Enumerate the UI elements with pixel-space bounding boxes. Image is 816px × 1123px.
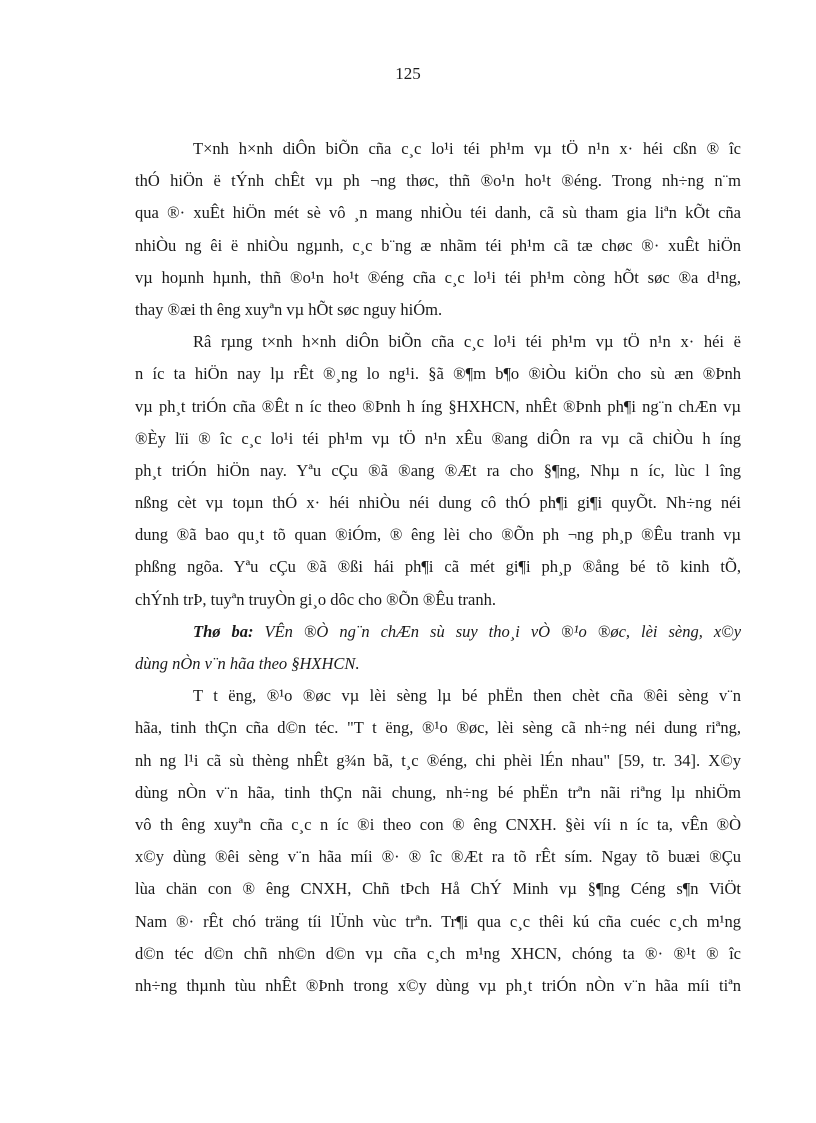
paragraph-2-line: ®Èy lïi ® îc c¸c lo¹i téi ph¹m vµ tÖ n¹n xÊu ®ang diÔn ra vµ cã chiÒu h íng [135, 428, 741, 448]
paragraph-1-line: nhiÒu ng êi ë nhiÒu ngµnh, c¸c b¨ng æ nhãm téi ph¹m cã tæ chøc ®· xuÊt hiÖn [135, 235, 741, 255]
paragraph-1-line: T×nh h×nh diÔn biÕn cña c¸c lo¹i téi ph¹m vµ tÖ n¹n x· héi cßn ® îc [193, 139, 741, 158]
paragraph-3-line: x©y dùng ®êi sèng v¨n hãa míi ®· ® îc ®Æt ra tõ rÊt sím. Ngay tõ buæi ®Çu [135, 847, 741, 867]
paragraph-3-line: vô th êng xuyªn cña c¸c n íc ®i theo con ® êng CNXH. §èi víi n íc ta, vÊn ®Ò [135, 814, 741, 834]
paragraph-2-line: nßng cèt vµ toµn thÓ x· héi nhiÒu néi dung cô thÓ ph¶i gi¶i quyÕt. Nh÷ng néi [135, 493, 741, 513]
paragraph-3-line: hãa, tinh thÇn cña d©n téc. "T t ëng, ®¹o ®øc, lèi sèng cã nh÷ng néi dung riªng, [135, 718, 741, 738]
section-heading-label: Thø ba: [193, 621, 254, 641]
paragraph-2-line: phßng ngõa. Yªu cÇu ®ã ®ßi hái ph¶i cã mét gi¶i ph¸p ®ång bé tõ kinh tÕ, [135, 557, 741, 577]
paragraph-3-line: nh ng l¹i cã sù thèng nhÊt g¾n bã, t¸c ®éng, chi phèi lÉn nhau" [59, tr. 34]. X©y [135, 750, 741, 770]
paragraph-2-line: ph¸t triÓn hiÖn nay. Yªu cÇu ®ã ®ang ®Æt ra cho §¶ng, Nhµ n íc, lùc l îng [135, 460, 741, 480]
paragraph-1-line: thÓ hiÖn ë tÝnh chÊt vµ ph ¬ng thøc, thñ ®o¹n ho¹t ®éng. Trong nh÷ng n¨m [135, 171, 741, 191]
paragraph-3-line: Nam ®· rÊt chó träng tíi lÜnh vùc trªn. Tr¶i qua c¸c thêi kú cña cuéc c¸ch m¹ng [135, 911, 741, 931]
paragraph-2-line: Râ rµng t×nh h×nh diÔn biÕn cña c¸c lo¹i téi ph¹m vµ tÖ n¹n x· héi ë [193, 332, 741, 352]
paragraph-2-line: n íc ta hiÖn nay lµ rÊt ®¸ng lo ng¹i. §ã ®¶m b¶o ®iÒu kiÖn cho sù æn ®Þnh [135, 364, 741, 384]
paragraph-3-line: T t ëng, ®¹o ®øc vµ lèi sèng lµ bé phËn then chèt cña ®êi sèng v¨n [193, 686, 741, 706]
page-number: 125 [395, 64, 421, 83]
paragraph-3-line: dùng nÒn v¨n hãa, tinh thÇn nãi chung, nh÷ng bé phËn trªn nãi riªng lµ nhiÖm [135, 782, 741, 802]
section-heading-continuation: dùng nÒn v¨n hãa theo §HXHCN. [135, 654, 360, 673]
paragraph-1-line: qua ®· xuÊt hiÖn mét sè vô ¸n mang nhiÒu téi danh, cã sù tham gia liªn kÕt cña [135, 203, 741, 223]
paragraph-2-line: chÝnh trÞ, tuyªn truyÒn gi¸o dôc cho ®Õn ®Êu tranh. [135, 589, 496, 609]
section-heading-text: VÊn ®Ò ng¨n chÆn sù suy tho¸i vÒ ®¹o ®øc, lèi sèng, x©y [264, 621, 741, 641]
paragraph-1-line: thay ®æi th êng xuyªn vµ hÕt søc nguy hiÓm. [135, 299, 443, 319]
section-heading [135, 616, 741, 648]
paragraph-3-line: lùa chän con ® êng CNXH, Chñ tÞch Hå ChÝ Minh vµ §¶ng Céng s¶n ViÖt [135, 879, 741, 899]
paragraph-3-line: nh÷ng thµnh tùu nhÊt ®Þnh trong x©y dùng vµ ph¸t triÓn nÒn v¨n hãa míi tiªn [135, 975, 741, 995]
paragraph-3-line: d©n téc d©n chñ nh©n d©n vµ cña c¸ch m¹ng XHCN, chóng ta ®· ®¹t ® îc [135, 943, 741, 963]
paragraph-1-line: vµ hoµnh hµnh, thñ ®o¹n ho¹t ®éng cña c¸c lo¹i téi ph¹m còng hÕt søc ®a d¹ng, [135, 267, 741, 287]
paragraph-2-line: dung ®ã bao qu¸t tõ quan ®iÓm, ® êng lèi cho ®Õn ph ¬ng ph¸p ®Êu tranh vµ [135, 525, 741, 545]
page-body [135, 133, 741, 1002]
paragraph-2-line: vµ ph¸t triÓn cña ®Êt n íc theo ®Þnh h íng §HXHCN, nhÊt ®Þnh ph¶i ng¨n chÆn vµ [135, 396, 741, 416]
